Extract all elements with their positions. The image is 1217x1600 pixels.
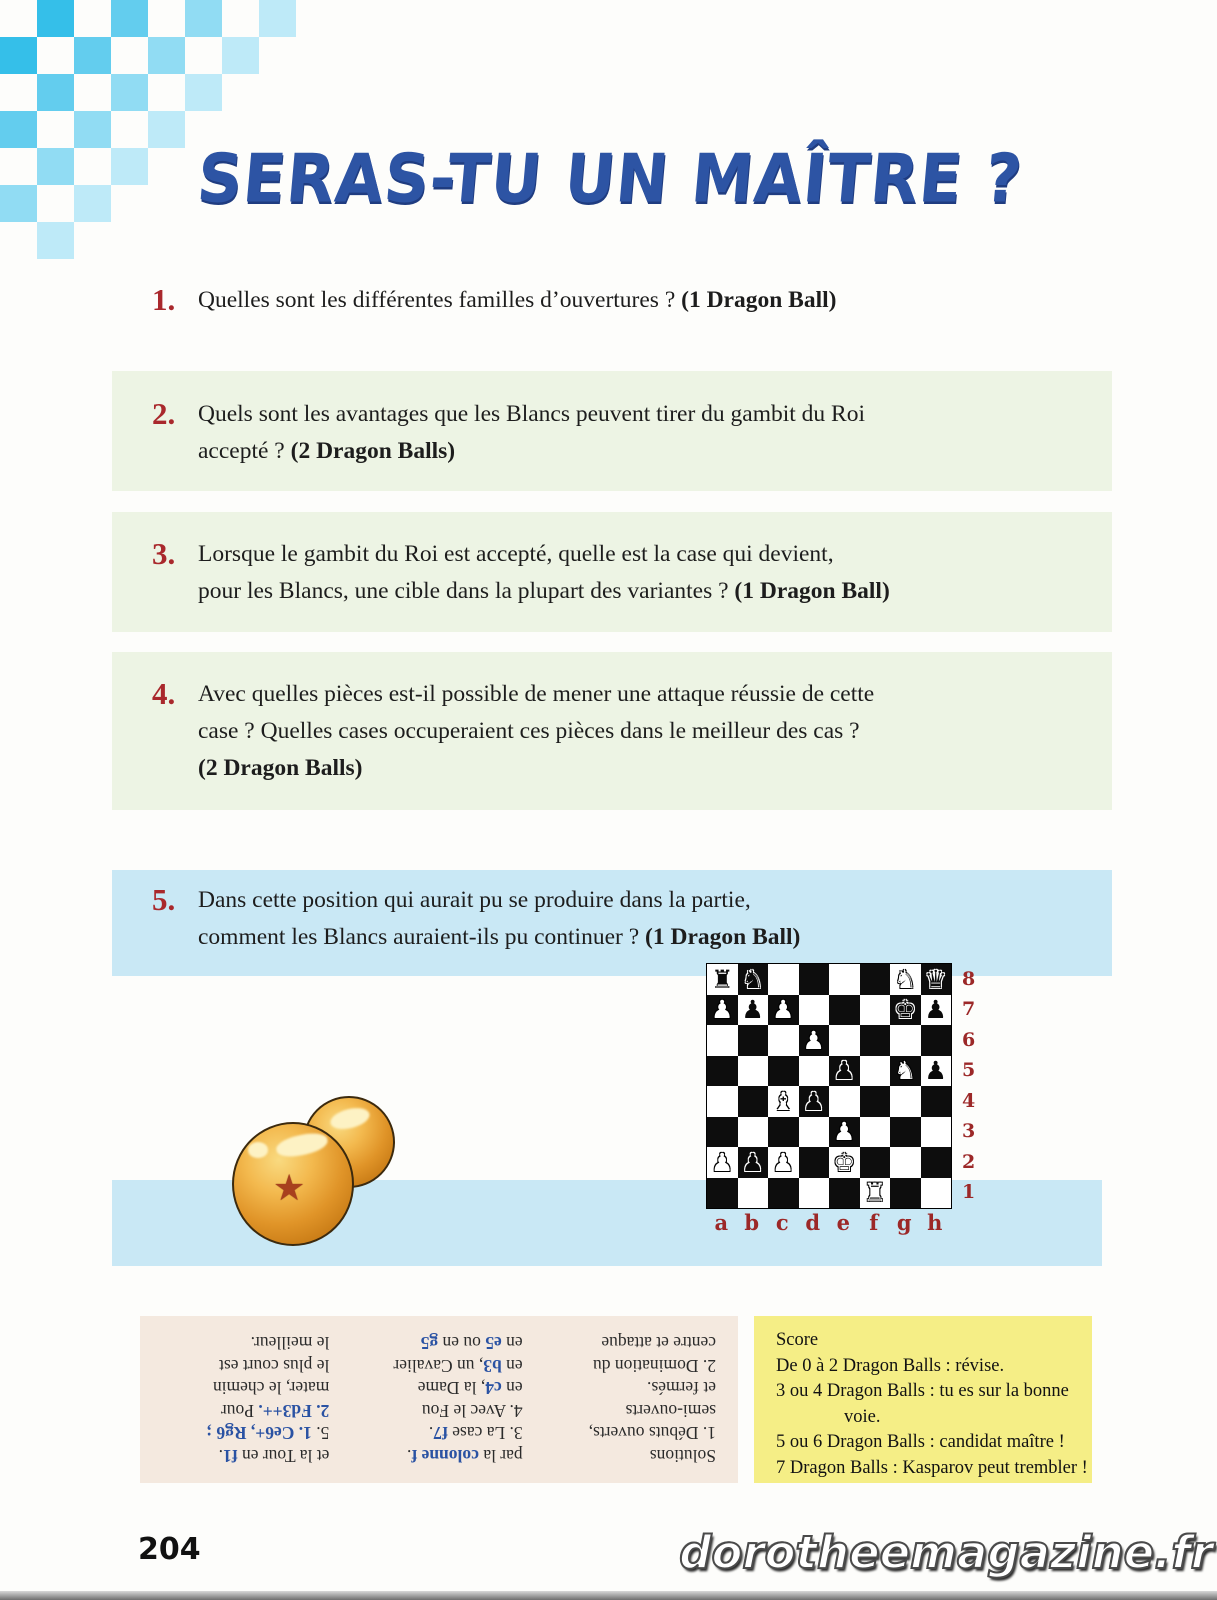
- file-label-a: a: [714, 1210, 729, 1235]
- score-lines: [776, 1354, 1092, 1482]
- square-f8: [860, 964, 891, 995]
- square-a5: [707, 1056, 738, 1087]
- plain-text: Pour: [220, 1401, 259, 1421]
- piece-white-knight-icon: ♞: [894, 1056, 917, 1086]
- square-c5: [768, 1056, 799, 1087]
- square-h4: [921, 1086, 952, 1117]
- plain-text: 2. Domination du: [593, 1356, 716, 1376]
- solutions-column-3: [162, 1332, 329, 1467]
- question-number: 2.: [152, 396, 176, 431]
- plain-text: Solutions: [649, 1446, 716, 1466]
- square-c6: [768, 1025, 799, 1056]
- square-b5: [738, 1056, 769, 1087]
- plain-text: Dans cette position qui aurait pu se produire dans la partie,: [198, 887, 751, 913]
- question-number: 3.: [152, 536, 176, 571]
- emphasis-text: 2. Fd3++.: [258, 1401, 330, 1421]
- piece-white-pawn-icon: ♟: [833, 1117, 856, 1147]
- question-2: [152, 396, 865, 470]
- solution-line: [549, 1400, 716, 1423]
- square-a2: [707, 1147, 738, 1178]
- score-line: De 0 à 2 Dragon Balls : révise.: [776, 1355, 1005, 1376]
- square-e7: [829, 995, 860, 1026]
- piece-white-king-icon: ♚: [833, 1147, 856, 1177]
- ball-highlight: [328, 1104, 372, 1133]
- square-b1: [738, 1178, 769, 1209]
- square-d2: [799, 1147, 830, 1178]
- page-title: SERAS-TU UN MAÎTRE ?: [194, 139, 1026, 218]
- question-line: [198, 713, 874, 750]
- square-f3: [860, 1117, 891, 1148]
- piece-black-pawn-icon: ♟: [741, 1147, 764, 1177]
- checker-square: [74, 185, 111, 222]
- score-line: voie.: [844, 1406, 881, 1427]
- checker-square: [148, 37, 185, 74]
- emphasis-text: c4: [485, 1378, 502, 1399]
- square-b4: [738, 1086, 769, 1117]
- plain-text: en: [501, 1356, 523, 1376]
- question-line: [198, 536, 890, 573]
- solution-line: [355, 1377, 522, 1400]
- checker-square: [37, 0, 74, 37]
- question-3: [152, 536, 890, 610]
- piece-white-knight-icon: ♞: [894, 964, 917, 994]
- page-number: 204: [138, 1532, 201, 1567]
- square-c4: [768, 1086, 799, 1117]
- score-line: 7 Dragon Balls : Kasparov peut trembler !: [776, 1457, 1088, 1478]
- square-b8: [738, 964, 769, 995]
- score-title: Score: [776, 1330, 819, 1350]
- piece-white-pawn-icon: ♟: [772, 995, 795, 1025]
- square-c3: [768, 1117, 799, 1148]
- scan-edge-strip: [0, 1591, 1217, 1600]
- square-b2: [738, 1147, 769, 1178]
- square-a8: [707, 964, 738, 995]
- plain-text: pour les Blancs, une cible dans la plupart des variantes ?: [198, 578, 735, 604]
- plain-text: .: [428, 1423, 434, 1444]
- square-f4: [860, 1086, 891, 1117]
- score-line: 3 ou 4 Dragon Balls : tu es sur la bonne: [776, 1381, 1069, 1401]
- question-line: [198, 396, 865, 433]
- square-h8: [921, 964, 952, 995]
- piece-black-rook-icon: ♜: [711, 964, 734, 994]
- emphasis-text: e5: [485, 1333, 502, 1354]
- square-c2: [768, 1147, 799, 1178]
- plain-text: et la Tour en: [237, 1446, 330, 1466]
- square-a4: [707, 1086, 738, 1117]
- checker-square: [185, 74, 222, 111]
- emphasis-text: (1 Dragon Ball): [734, 578, 890, 604]
- solution-line: [162, 1332, 329, 1355]
- solution-line: [549, 1332, 716, 1355]
- square-d8: [799, 964, 830, 995]
- solution-line: [162, 1422, 329, 1445]
- emphasis-text: g5: [420, 1333, 439, 1354]
- piece-white-bishop-icon: ♝: [772, 1086, 795, 1116]
- checker-square: [0, 37, 37, 74]
- plain-text: en: [501, 1333, 523, 1354]
- solution-line: [549, 1355, 716, 1378]
- solution-line: [162, 1445, 329, 1468]
- question-line: [198, 433, 865, 470]
- rank-label-1: 1: [962, 1181, 976, 1203]
- plain-text: accepté ?: [198, 438, 291, 464]
- square-e6: [829, 1025, 860, 1056]
- piece-white-pawn-icon: ♟: [711, 995, 734, 1025]
- square-a7: [707, 995, 738, 1026]
- solution-line: [355, 1422, 522, 1445]
- checker-square: [259, 0, 296, 37]
- rank-label-7: 7: [962, 998, 976, 1020]
- plain-text: 4. Avec le Fou: [421, 1401, 523, 1421]
- star-icon: ★: [272, 1167, 306, 1208]
- square-d6: [799, 1025, 830, 1056]
- square-e1: [829, 1178, 860, 1209]
- checker-square: [0, 185, 37, 222]
- piece-black-pawn-icon: ♟: [924, 995, 947, 1025]
- plain-text: Avec quelles pièces est-il possible de mener une attaque réussie de cette: [198, 681, 875, 707]
- square-c7: [768, 995, 799, 1026]
- square-g5: [890, 1056, 921, 1087]
- piece-black-pawn-icon: ♟: [833, 1056, 856, 1086]
- square-g1: [890, 1178, 921, 1209]
- square-h6: [921, 1025, 952, 1056]
- rank-label-3: 3: [962, 1120, 976, 1142]
- question-4: [152, 676, 874, 787]
- solutions-box: [140, 1316, 738, 1483]
- checker-square: [37, 222, 74, 259]
- square-e8: [829, 964, 860, 995]
- solution-line: [162, 1377, 329, 1400]
- emphasis-text: (2 Dragon Balls): [198, 755, 363, 781]
- question-line: [198, 676, 874, 713]
- plain-text: le plus court est: [219, 1356, 330, 1376]
- piece-white-rook-icon: ♜: [863, 1178, 886, 1208]
- square-d3: [799, 1117, 830, 1148]
- question-1: [152, 282, 837, 319]
- square-e5: [829, 1056, 860, 1087]
- file-label-f: f: [869, 1210, 879, 1235]
- plain-text: ou en: [438, 1333, 486, 1354]
- plain-text: mater, le chemin: [212, 1378, 330, 1399]
- plain-text: 1. Débuts ouverts,: [588, 1423, 716, 1444]
- question-line: [198, 882, 800, 919]
- square-c8: [768, 964, 799, 995]
- question-line: [198, 282, 837, 319]
- piece-black-pawn-icon: ♟: [924, 1056, 947, 1086]
- rank-label-8: 8: [962, 967, 976, 990]
- square-g6: [890, 1025, 921, 1056]
- piece-black-queen-icon: ♛: [924, 964, 947, 994]
- square-f1: [860, 1178, 891, 1209]
- square-f6: [860, 1025, 891, 1056]
- square-a3: [707, 1117, 738, 1148]
- square-e2: [829, 1147, 860, 1178]
- plain-text: par la: [478, 1446, 523, 1466]
- solutions-column-1: [549, 1332, 716, 1467]
- square-f2: [860, 1147, 891, 1178]
- plain-text: Lorsque le gambit du Roi est accepté, quelle est la case qui devient,: [198, 541, 834, 567]
- square-h7: [921, 995, 952, 1026]
- plain-text: 5.: [311, 1423, 330, 1444]
- square-e3: [829, 1117, 860, 1148]
- piece-black-king-icon: ♚: [894, 995, 917, 1025]
- emphasis-text: f7: [433, 1423, 448, 1444]
- square-g4: [890, 1086, 921, 1117]
- piece-white-pawn-icon: ♟: [711, 1147, 734, 1177]
- checker-square: [74, 37, 111, 74]
- square-d5: [799, 1056, 830, 1087]
- square-c1: [768, 1178, 799, 1209]
- rank-label-5: 5: [962, 1059, 976, 1081]
- question-line: [198, 750, 874, 787]
- plain-text: .: [218, 1446, 223, 1466]
- solution-line: [549, 1422, 716, 1445]
- question-text: [198, 396, 865, 470]
- checker-square: [37, 148, 74, 185]
- score-box: [754, 1316, 1092, 1483]
- checker-square: [37, 74, 74, 111]
- question-text: [198, 536, 890, 610]
- solution-line: [355, 1445, 522, 1468]
- solution-line: [162, 1400, 329, 1423]
- checker-square: [111, 0, 148, 37]
- question-line: [198, 573, 890, 610]
- question-text: [198, 676, 874, 787]
- plain-text: , la Dame: [417, 1378, 486, 1399]
- square-h5: [921, 1056, 952, 1087]
- emphasis-text: (1 Dragon Ball): [645, 924, 801, 950]
- square-d1: [799, 1178, 830, 1209]
- rank-label-2: 2: [962, 1150, 976, 1173]
- square-g2: [890, 1147, 921, 1178]
- plain-text: comment les Blancs auraient-ils pu continuer ?: [198, 924, 646, 950]
- square-f7: [860, 995, 891, 1026]
- chessboard: [706, 963, 952, 1209]
- plain-text: , un Cavalier: [393, 1356, 484, 1376]
- solution-line: [355, 1400, 522, 1423]
- emphasis-text: colonne f: [411, 1446, 479, 1466]
- plain-text: en: [501, 1378, 523, 1399]
- emphasis-text: (1 Dragon Ball): [681, 287, 837, 313]
- square-a1: [707, 1178, 738, 1209]
- plain-text: Quels sont les avantages que les Blancs peuvent tirer du gambit du Roi: [198, 401, 865, 427]
- plain-text: centre et attaque: [601, 1333, 716, 1354]
- plain-text: Quelles sont les différentes familles d’ouvertures ?: [198, 287, 682, 313]
- square-a6: [707, 1025, 738, 1056]
- square-d7: [799, 995, 830, 1026]
- plain-text: et fermés.: [647, 1378, 716, 1399]
- piece-white-pawn-icon: ♟: [802, 1025, 825, 1055]
- solution-line: [355, 1332, 522, 1355]
- checker-square: [222, 37, 259, 74]
- square-b6: [738, 1025, 769, 1056]
- file-label-c: c: [775, 1210, 789, 1235]
- question-number: 4.: [152, 676, 176, 711]
- checker-decoration: [0, 0, 300, 270]
- solution-line: [162, 1355, 329, 1378]
- square-b3: [738, 1117, 769, 1148]
- ball-highlight: [275, 1130, 330, 1161]
- square-g3: [890, 1117, 921, 1148]
- solutions-column-2: [355, 1332, 522, 1467]
- file-label-d: d: [805, 1210, 821, 1235]
- question-number: 1.: [152, 282, 176, 317]
- piece-black-knight-icon: ♞: [741, 964, 764, 994]
- piece-black-pawn-icon: ♟: [802, 1086, 825, 1116]
- square-h1: [921, 1178, 952, 1209]
- checker-square: [111, 74, 148, 111]
- watermark: dorotheemagazine.fr: [679, 1526, 1213, 1579]
- plain-text: 3. La case: [447, 1423, 523, 1444]
- plain-text: .: [406, 1446, 412, 1466]
- checker-square: [0, 111, 37, 148]
- solution-line: [355, 1355, 522, 1378]
- square-h2: [921, 1147, 952, 1178]
- piece-black-pawn-icon: ♟: [741, 995, 764, 1025]
- plain-text: le meilleur.: [250, 1333, 330, 1354]
- emphasis-text: 1. Ce6+, Rg6 ;: [206, 1423, 312, 1444]
- checker-square: [185, 0, 222, 37]
- rank-label-6: 6: [962, 1028, 976, 1051]
- checker-square: [74, 111, 111, 148]
- square-g7: [890, 995, 921, 1026]
- square-h3: [921, 1117, 952, 1148]
- plain-text: semi-ouverts: [625, 1401, 716, 1421]
- score-line: 5 ou 6 Dragon Balls : candidat maître !: [776, 1432, 1065, 1452]
- emphasis-text: (2 Dragon Balls): [290, 438, 456, 464]
- emphasis-text: f1: [223, 1446, 238, 1466]
- question-text: [198, 882, 800, 956]
- square-f5: [860, 1056, 891, 1087]
- piece-white-pawn-icon: ♟: [772, 1147, 795, 1177]
- solution-line: [549, 1445, 716, 1468]
- ball-highlight: [248, 1142, 268, 1158]
- file-label-b: b: [744, 1210, 760, 1235]
- square-g8: [890, 964, 921, 995]
- question-number: 5.: [152, 882, 176, 917]
- emphasis-text: b3: [483, 1356, 502, 1376]
- question-text: [198, 282, 837, 319]
- dragon-ball-front: [232, 1122, 354, 1246]
- square-b7: [738, 995, 769, 1026]
- square-d4: [799, 1086, 830, 1117]
- solution-line: [549, 1377, 716, 1400]
- square-e4: [829, 1086, 860, 1117]
- plain-text: case ? Quelles cases occuperaient ces pièces dans le meilleur des cas ?: [198, 718, 860, 744]
- file-label-h: h: [927, 1210, 943, 1235]
- file-label-e: e: [836, 1210, 850, 1235]
- file-label-g: g: [896, 1210, 912, 1235]
- question-5: [152, 882, 800, 956]
- question-line: [198, 919, 800, 956]
- rank-label-4: 4: [962, 1089, 976, 1112]
